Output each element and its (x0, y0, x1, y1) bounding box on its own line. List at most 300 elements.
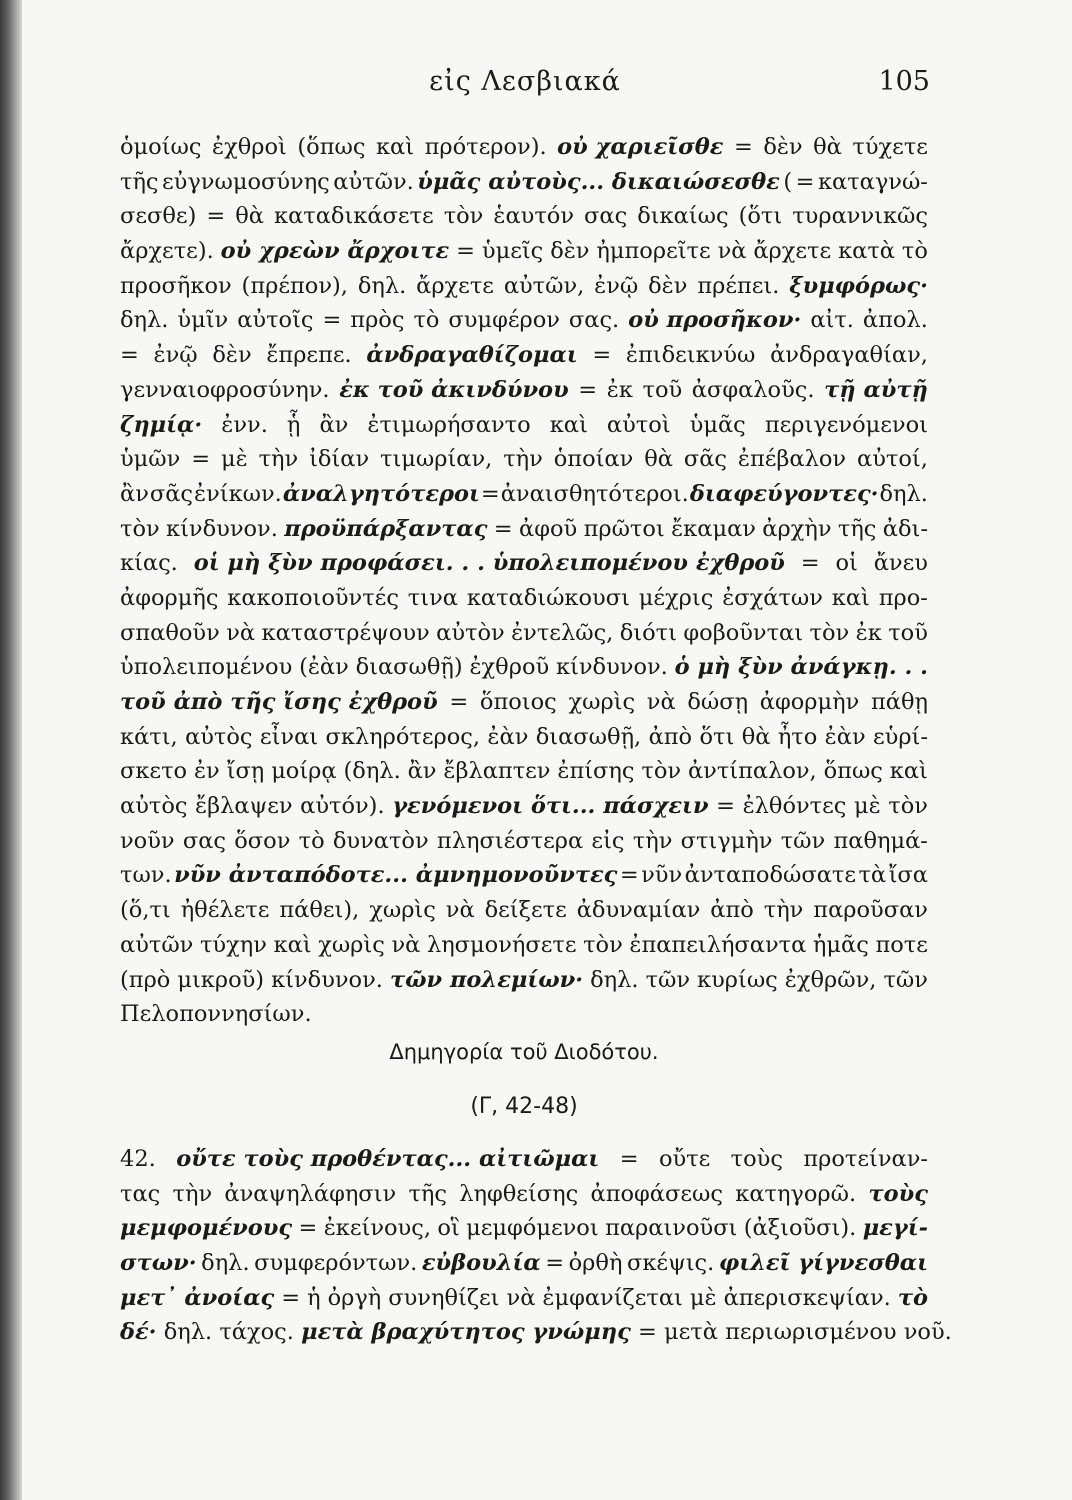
text-line (120, 512, 928, 547)
word: = (592, 342, 612, 369)
word: μὲ (853, 793, 881, 820)
text-line (120, 303, 928, 338)
word: λησμονήσετε (426, 931, 577, 958)
text-line (120, 269, 928, 304)
word: τὸν (641, 758, 682, 785)
keyword-lemma: ἐκ τοῦ ἀκινδύνου (339, 376, 569, 403)
word: ἡ (307, 1284, 321, 1311)
text-line (120, 754, 928, 789)
word: συμφέρον (448, 307, 560, 334)
word: 42. (120, 1145, 156, 1172)
word: δηλ. (163, 1319, 213, 1346)
keyword-lemma: οὐ χρεὼν ἄρχοιτε (220, 238, 450, 265)
keyword-lemma: μετὰ βραχύτητος γνώμης (301, 1319, 631, 1346)
word: τοῦ (888, 619, 928, 646)
word: πρέπει. (697, 272, 780, 299)
word: τοὺς (730, 1145, 783, 1172)
word: νῦν (641, 862, 683, 889)
keyword-lemma: ὁ μὴ ξὺν ἀνάγκῃ. . . (674, 654, 928, 681)
word: δὲν (763, 134, 803, 160)
word: σεσθε) (120, 203, 197, 230)
text-line (120, 1211, 928, 1246)
word: ἦτο (777, 723, 818, 750)
text-line (120, 650, 928, 685)
word: ἐλθόντες (742, 793, 847, 820)
word: σας (584, 203, 628, 230)
word: = (733, 134, 753, 160)
word: ὑμῖν (177, 307, 229, 334)
word: (ἐὰν (299, 654, 349, 681)
word: ἰδίαν (309, 446, 370, 473)
word: = (120, 342, 139, 369)
keyword-lemma: οὐ προσῆκον· (628, 307, 802, 334)
word: τὸν (120, 515, 160, 542)
keyword-lemma: στων· (120, 1249, 197, 1276)
word: τὴν (632, 827, 673, 854)
word: ὁποίαν (553, 446, 634, 473)
keyword-lemma: ζημίᾳ· (120, 411, 203, 438)
word: ἄρχετε (753, 238, 832, 265)
word: τὸ (413, 307, 440, 334)
word: τῆς (120, 168, 159, 195)
word: καὶ (549, 411, 588, 438)
word: τὸ (298, 827, 325, 854)
word: δυνατὸν (332, 827, 429, 854)
word: ἂν (319, 411, 349, 438)
word: καταστρέψουν (261, 619, 430, 646)
word: τῆς (408, 1180, 447, 1207)
word: ὑμᾶς (689, 411, 746, 438)
word: = (206, 203, 226, 230)
word: οἱ (835, 550, 858, 577)
word: ἀπολ. (862, 307, 928, 334)
word: ( (783, 168, 793, 195)
word: = (637, 1319, 657, 1346)
keyword-lemma: ἀνδραγαθίζομαι (366, 342, 578, 369)
word: ἀναψηλάφησιν (224, 1180, 397, 1207)
word: πάθῃ (870, 689, 928, 715)
text-line (120, 442, 928, 477)
word: δικαίως (637, 203, 729, 230)
section-reference: (Γ, 42-48) (470, 1093, 578, 1119)
word: ἔβλαπτεν (443, 758, 551, 785)
word: ἐπιδεικνύω (625, 342, 756, 369)
text-line (120, 373, 928, 408)
word: ἐνν. (221, 411, 268, 438)
word: ὀργὴ (327, 1284, 382, 1311)
word: κίνδυνον. (271, 966, 383, 993)
word: τύχετε (852, 134, 928, 160)
word: = (795, 168, 815, 195)
word: τὴν (172, 1180, 213, 1207)
page-number: 105 (878, 66, 930, 97)
word: ἐν (193, 758, 220, 785)
word: (ὅτι (738, 203, 783, 230)
word: αὐτὸν (436, 619, 505, 646)
word: χωρὶς (568, 689, 636, 715)
word: προτείναν- (803, 1145, 928, 1172)
word: ἐκ (855, 619, 882, 646)
word: = (456, 238, 475, 265)
word: τύχην (199, 931, 267, 958)
word: ἀπὸ (648, 723, 693, 750)
word: τινα (407, 584, 458, 611)
word: = (480, 480, 500, 507)
word: ἀφορμῆς (120, 584, 219, 611)
word: ὑμῶν (120, 446, 181, 473)
word: ἔβλαψεν (195, 793, 293, 820)
word: (δηλ. (343, 758, 401, 785)
word: καὶ (375, 134, 415, 160)
word: ἴσα (888, 862, 928, 889)
word: θὰ (813, 134, 842, 160)
word: σπαθοῦν (120, 619, 220, 646)
word: κάτι, (120, 723, 178, 750)
text-line (120, 1246, 928, 1281)
word: ἐὰν (824, 723, 866, 750)
word: καὶ (273, 931, 312, 958)
text-line (120, 824, 928, 859)
word: ἔπρεπε. (266, 342, 352, 369)
word: καταδικάσετε (274, 203, 434, 230)
word: τὴν (763, 897, 804, 924)
word: ὑπολειπομένου (120, 654, 293, 681)
word: διότι (619, 619, 677, 646)
word: νοῦ. (903, 1319, 952, 1346)
word: πρῶτοι (583, 515, 665, 542)
word: καὶ (889, 758, 928, 785)
word: αὐτοῖς (237, 307, 314, 334)
word: θὰ (644, 446, 673, 473)
word: τιμωρίαν, (380, 446, 493, 473)
keyword-lemma: τοὺς (868, 1180, 928, 1207)
word: ἀντίπαλον, (687, 758, 817, 785)
word: σᾶς (149, 480, 194, 507)
word: ἐμφανίζεται (542, 1284, 683, 1311)
word: τὸν (583, 931, 623, 958)
word: ἐκείνους, (323, 1215, 431, 1242)
text-line (120, 720, 928, 755)
word: ἐχθροῦ (469, 654, 550, 681)
word: ἄρχετε (416, 272, 494, 299)
word: τῶν (645, 966, 691, 993)
word: κίνδυνον. (555, 654, 668, 681)
word: νὰ (445, 897, 475, 924)
word: σας (182, 827, 226, 854)
word: ἐτιμωρήσαντο (367, 411, 531, 438)
word: ἐὰν (487, 723, 529, 750)
keyword-lemma: διαφεύγοντες· (689, 480, 879, 507)
word: αὐτῶν (120, 931, 194, 958)
word: τὸν (888, 793, 928, 820)
word: εἶναι (259, 723, 319, 750)
word: ἀδυναμίαν (576, 897, 701, 924)
word: μέχρις (638, 584, 714, 611)
word: σας. (568, 307, 620, 334)
word: νὰ (226, 619, 256, 646)
word: = (298, 1215, 318, 1242)
keyword-lemma: τῶν πολεμίων· (389, 966, 584, 993)
word: ἀναισθητότεροι. (500, 480, 689, 507)
commentary-block-part-1 (120, 130, 928, 1032)
word: καὶ (831, 584, 870, 611)
word: ἀπὸ (710, 897, 754, 924)
word: (ὅ,τι (120, 897, 171, 924)
word: δηλ. (357, 272, 407, 299)
word: δὲν (550, 238, 590, 265)
section-heading: Δημηγορία τοῦ Διοδότου. (389, 1039, 659, 1064)
text-line (120, 408, 928, 443)
word: καταγνώ- (817, 168, 928, 195)
word: νὰ (506, 1284, 536, 1311)
word: τοῦ (642, 376, 683, 403)
word: = (449, 689, 469, 715)
word: περιωρισμένου (725, 1319, 897, 1346)
word: ἴσῃ (226, 758, 265, 785)
text-line (120, 338, 928, 373)
text-line (120, 1315, 952, 1350)
word: ἐνίκων. (194, 480, 282, 507)
keyword-lemma: οὐ χαριεῖσθε (557, 134, 724, 160)
word: προ- (878, 584, 928, 611)
word: μεμφόμενοι (466, 1215, 599, 1242)
word: ἔκαμαν (671, 515, 756, 542)
word: (ἀξιοῦσι). (743, 1215, 857, 1242)
word: τὴν (503, 446, 543, 473)
word: των. (120, 862, 172, 889)
word: τῶν (780, 827, 826, 854)
text-line (120, 858, 928, 893)
text-line (120, 893, 928, 928)
word: πρότερον). (424, 134, 547, 160)
commentary-body (120, 130, 952, 1350)
word: τὰ (858, 862, 887, 889)
word: ἐσχάτων (722, 584, 823, 611)
word: σκληρότερος, (325, 723, 481, 750)
word: ἐπαπειλήσαντα (629, 931, 807, 958)
word: κίνδυνον. (166, 515, 278, 542)
word: τῆς (837, 515, 877, 542)
word: καταδιώκουσι (466, 584, 630, 611)
word: = (281, 1284, 301, 1311)
word: αὐτοὶ (606, 411, 671, 438)
word: στιγμὴν (680, 827, 773, 854)
keyword-lemma: φιλεῖ γίγνεσθαι (718, 1249, 928, 1276)
word: ὅπως (823, 758, 883, 785)
word: δώσῃ (687, 689, 749, 715)
word: αὐτοί, (857, 446, 928, 473)
word: σᾶς (683, 446, 727, 473)
word: ἐπίσης (557, 758, 635, 785)
word: = (578, 376, 598, 403)
word: συνηθίζει (388, 1284, 500, 1311)
word: κακοποιοῦντές (227, 584, 399, 611)
text-line (120, 1142, 928, 1177)
text-line (120, 616, 928, 651)
keyword-lemma: οὔτε τοὺς προθέντας... αἰτιῶμαι (176, 1145, 600, 1172)
word: νὰ (646, 689, 676, 715)
word: παθημά- (833, 827, 928, 854)
word: σκετο (120, 758, 188, 785)
word: = (800, 550, 820, 577)
page-binding-edge (0, 0, 22, 1500)
word: διασωθῇ) (355, 654, 463, 681)
word: ἠθέλετε (180, 897, 270, 924)
word: οἳ (437, 1215, 460, 1242)
text-line (120, 165, 928, 200)
word: δὲν (212, 342, 252, 369)
word: ἐντελῶς, (511, 619, 614, 646)
word: δηλ. (590, 966, 639, 993)
keyword-lemma: οἱ μὴ ξὺν προφάσει. . . ὑπολειπομένου ἐχθροῦ (193, 550, 785, 577)
keyword-lemma: τῇ αὐτῇ (824, 376, 928, 403)
text-line (120, 1281, 928, 1316)
word: ἐχθροὶ (212, 134, 287, 160)
word: ᾗ (286, 411, 301, 438)
word: κίας. (120, 550, 178, 577)
word: τὸ (901, 238, 928, 265)
word: ὅτι (699, 723, 735, 750)
word: αὐτῶν, (503, 272, 585, 299)
keyword-lemma: μεγί- (862, 1215, 928, 1242)
word: ἀφορμὴν (759, 689, 860, 715)
text-line (120, 963, 928, 998)
word: = (545, 1249, 565, 1276)
word: νὰ (717, 238, 747, 265)
word: δείξετε (484, 897, 567, 924)
word: παροῦσαν (813, 897, 928, 924)
word: εἰς (591, 827, 625, 854)
word: δηλ. (201, 1249, 250, 1276)
word: ἐχθρῶν, (784, 966, 877, 993)
text-line (120, 546, 928, 581)
keyword-lemma: τὸ (897, 1284, 928, 1311)
word: αὐτῶν. (333, 168, 414, 195)
word: = (619, 862, 639, 889)
word: ποτε (875, 931, 928, 958)
word: θὰ (741, 723, 771, 750)
word: ἀδι- (882, 515, 928, 542)
word: ἄνευ (873, 550, 928, 577)
commentary-block-part-2 (120, 1142, 952, 1350)
word: = (493, 515, 513, 542)
word: ἠμπορεῖτε (596, 238, 711, 265)
word: νοῦν (120, 827, 175, 854)
word: μετὰ (664, 1319, 718, 1346)
word: δηλ. (120, 307, 169, 334)
word: πλησιέστερα (436, 827, 584, 854)
text-line (120, 997, 928, 1032)
keyword-lemma: τοῦ ἀπὸ τῆς ἴσης ἐχθροῦ (120, 689, 438, 715)
word: εὑρί- (873, 723, 928, 750)
word: κυρίως (697, 966, 778, 993)
keyword-lemma: ξυμφόρως· (789, 272, 928, 299)
word: = (191, 446, 211, 473)
word: ἐνῷ (153, 342, 198, 369)
word: τῶν (883, 966, 928, 993)
word: ἐπέβαλον (737, 446, 847, 473)
word: ὅσον (234, 827, 291, 854)
word: κατηγορῶ. (735, 1180, 857, 1207)
word: δὲν (648, 272, 688, 299)
word: = (322, 307, 342, 334)
text-line (120, 685, 928, 720)
word: σκέψις. (627, 1249, 715, 1276)
word: μὲ (689, 1284, 717, 1311)
word: (πρὸ (120, 966, 171, 993)
word: ἀνταποδώσατε (684, 862, 857, 889)
keyword-lemma: εὐβουλία (421, 1249, 541, 1276)
keyword-lemma: μεμφομένους (120, 1215, 293, 1242)
word: ἀνδραγαθίαν, (770, 342, 928, 369)
word: πάθει), (279, 897, 360, 924)
word: τάχος. (219, 1319, 294, 1346)
word: μὲ (220, 446, 248, 473)
word: εὐγνωμοσύνης (162, 168, 330, 195)
word: χωρὶς (369, 897, 436, 924)
word: τὴν (258, 446, 299, 473)
text-line (120, 130, 928, 165)
text-line (120, 234, 928, 269)
page-header (120, 66, 930, 106)
word: = (716, 793, 735, 820)
keyword-lemma: μετ᾿ ἀνοίας (120, 1284, 275, 1311)
word: χωρὶς (318, 931, 385, 958)
word: (πρέπον), (241, 272, 348, 299)
text-line (120, 199, 928, 234)
keyword-lemma: ὑμᾶς αὐτοὺς... δικαιώσεσθε (417, 168, 780, 195)
word: προσῆκον (120, 272, 232, 299)
word: ἀσφαλοῦς. (691, 376, 815, 403)
word: θὰ (235, 203, 264, 230)
word: γενναιοφροσύνην. (120, 376, 330, 403)
word: ληφθείσης (459, 1180, 579, 1207)
word: μικροῦ) (177, 966, 265, 993)
word: ὁμοίως (120, 134, 202, 160)
word: τὸν (443, 203, 484, 230)
word: ὑμεῖς (481, 238, 544, 265)
text-line (120, 789, 928, 824)
word: φοβοῦνται (683, 619, 804, 646)
word: ἀπερισκεψίαν. (723, 1284, 891, 1311)
word: πρὸς (350, 307, 405, 334)
word: αὐτὸς (120, 793, 188, 820)
word: ἐκ (606, 376, 633, 403)
word: ὀρθὴ (568, 1249, 623, 1276)
keyword-lemma: νῦν ἀνταπόδοτε... ἀμνημονοῦντες (174, 862, 618, 889)
word: ἀρχὴν (762, 515, 832, 542)
word: ἀφοῦ (519, 515, 578, 542)
text-line (120, 928, 928, 963)
keyword-lemma: δέ· (120, 1319, 157, 1346)
word: ἡμᾶς (812, 931, 869, 958)
word: παραινοῦσι (605, 1215, 738, 1242)
text-line (120, 581, 928, 616)
text-line (120, 1177, 928, 1212)
running-title: εἰς Λεσβιακά (429, 66, 621, 97)
word: ἂν (120, 480, 149, 507)
word: οὔτε (658, 1145, 711, 1172)
word: τὸν (809, 619, 850, 646)
keyword-lemma: προϋπάρξαντας (284, 515, 488, 542)
word: διασωθῇ, (535, 723, 642, 750)
word: αὐτὸς (185, 723, 253, 750)
word: μοίρᾳ (271, 758, 337, 785)
word: τας (120, 1180, 161, 1207)
word: ἀποφάσεως (590, 1180, 723, 1207)
word: περιγενόμενοι (764, 411, 928, 438)
keyword-lemma: γενόμενοι ὅτι... πάσχειν (392, 793, 709, 820)
